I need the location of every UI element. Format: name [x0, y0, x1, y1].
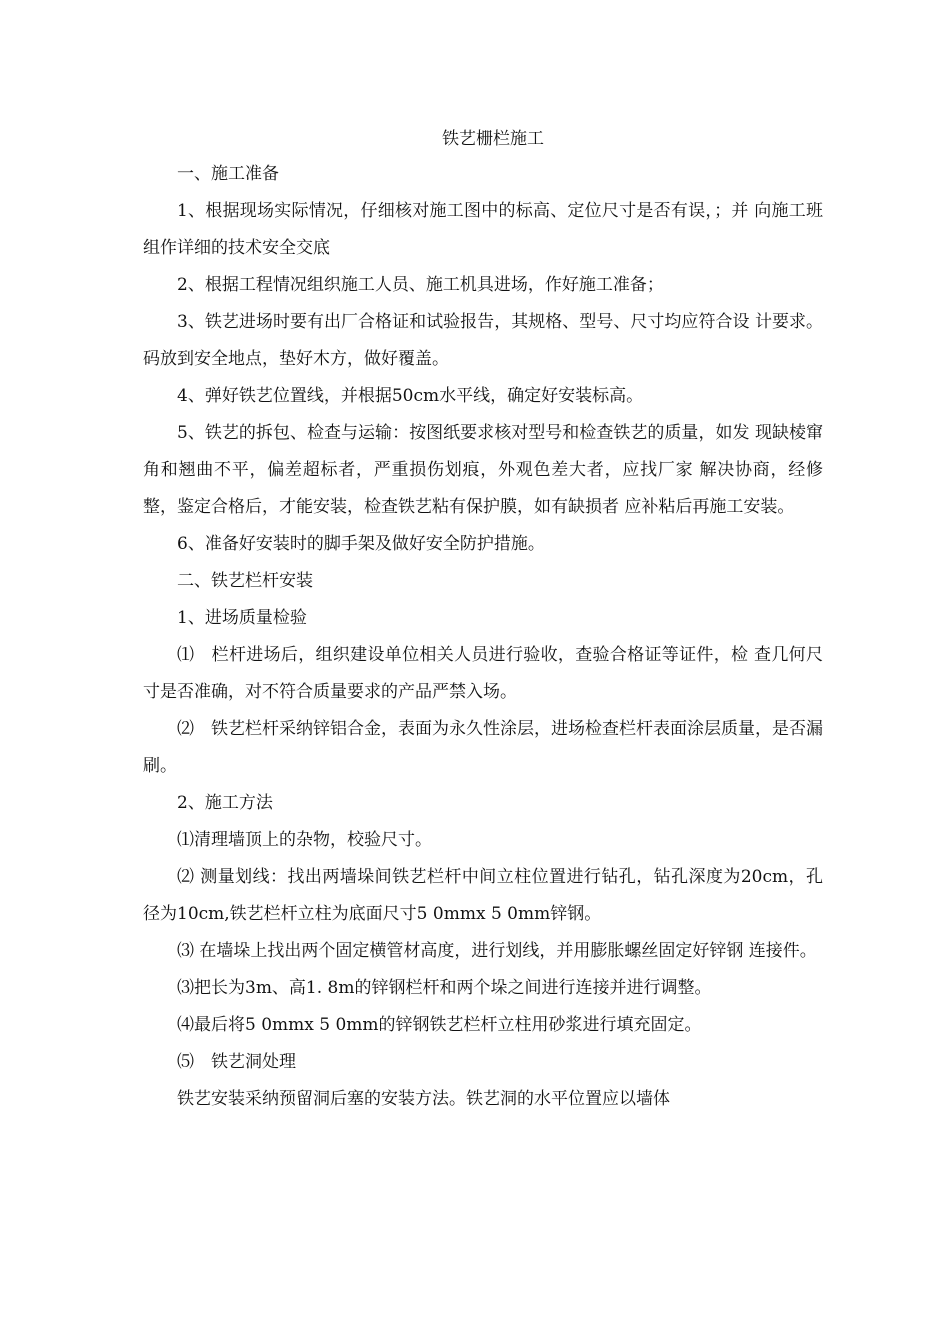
paragraph-prep-6: 6、准备好安装时的脚手架及做好安全防护措施。 — [177, 534, 545, 554]
paragraph-method-5: ⑸ 铁艺洞处理 — [177, 1052, 296, 1072]
paragraph-prep-3: 3、铁艺进场时要有出厂合格证和试验报告，其规格、型号、尺寸均应符合设 计要求。码放到安全地点，垫好木方，做好覆盖。 — [143, 312, 823, 369]
section-heading-installation: 二、铁艺栏杆安装 — [177, 571, 313, 591]
paragraph-method-2: ⑵ 测量划线：找出两墙垛间铁艺栏杆中间立柱位置进行钻孔，钻孔深度为20cm，孔径为10cm,铁艺栏杆立柱为底面尺寸5 0mmx 5 0mm锌钢。 — [143, 867, 823, 924]
subheading-quality-inspection: 1、进场质量检验 — [177, 608, 307, 628]
paragraph-prep-1: 1、根据现场实际情况，仔细核对施工图中的标高、定位尺寸是否有误，；并 向施工班组作详细的技术安全交底 — [143, 201, 823, 258]
paragraph-method-3b: ⑶把长为3m、高1. 8m的锌钢栏杆和两个垛之间进行连接并进行调整。 — [177, 978, 712, 998]
paragraph-hole-treatment: 铁艺安装采纳预留洞后塞的安装方法。铁艺洞的水平位置应以墙体 — [177, 1089, 670, 1109]
paragraph-method-3: ⑶ 在墙垛上找出两个固定横管材高度，进行划线，并用膨胀螺丝固定好锌钢 连接件。 — [177, 941, 817, 961]
paragraph-prep-2: 2、根据工程情况组织施工人员、施工机具进场，作好施工准备； — [177, 275, 664, 295]
document-title: 铁艺栅栏施工 — [442, 129, 544, 149]
paragraph-inspection-1: ⑴ 栏杆进场后，组织建设单位相关人员进行验收，查验合格证等证件，检 查几何尺寸是否准确，对不符合质量要求的产品严禁入场。 — [143, 645, 823, 702]
subheading-construction-method: 2、施工方法 — [177, 793, 273, 813]
paragraph-inspection-2: ⑵ 铁艺栏杆采纳锌铝合金，表面为永久性涂层，进场检查栏杆表面涂层质量，是否漏刷。 — [143, 719, 823, 776]
paragraph-prep-5: 5、铁艺的拆包、检查与运输：按图纸要求核对型号和检查铁艺的质量，如发 现缺棱窜角和翘曲不平，偏差超标者，严重损伤划痕，外观色差大者，应找厂家 解决协商，经修整，鉴定合格后，才能安装，检查铁艺粘有保护膜，如有缺损者 应补粘后再施工安装。 — [143, 423, 823, 517]
section-heading-preparation: 一、施工准备 — [177, 164, 279, 184]
paragraph-method-4: ⑷最后将5 0mmx 5 0mm的锌钢铁艺栏杆立柱用砂浆进行填充固定。 — [177, 1015, 702, 1035]
paragraph-prep-4: 4、弹好铁艺位置线，并根据50cm水平线，确定好安装标高。 — [177, 386, 644, 406]
paragraph-method-1: ⑴清理墙顶上的杂物，校验尺寸。 — [177, 830, 432, 850]
document-page — [143, 122, 823, 1118]
